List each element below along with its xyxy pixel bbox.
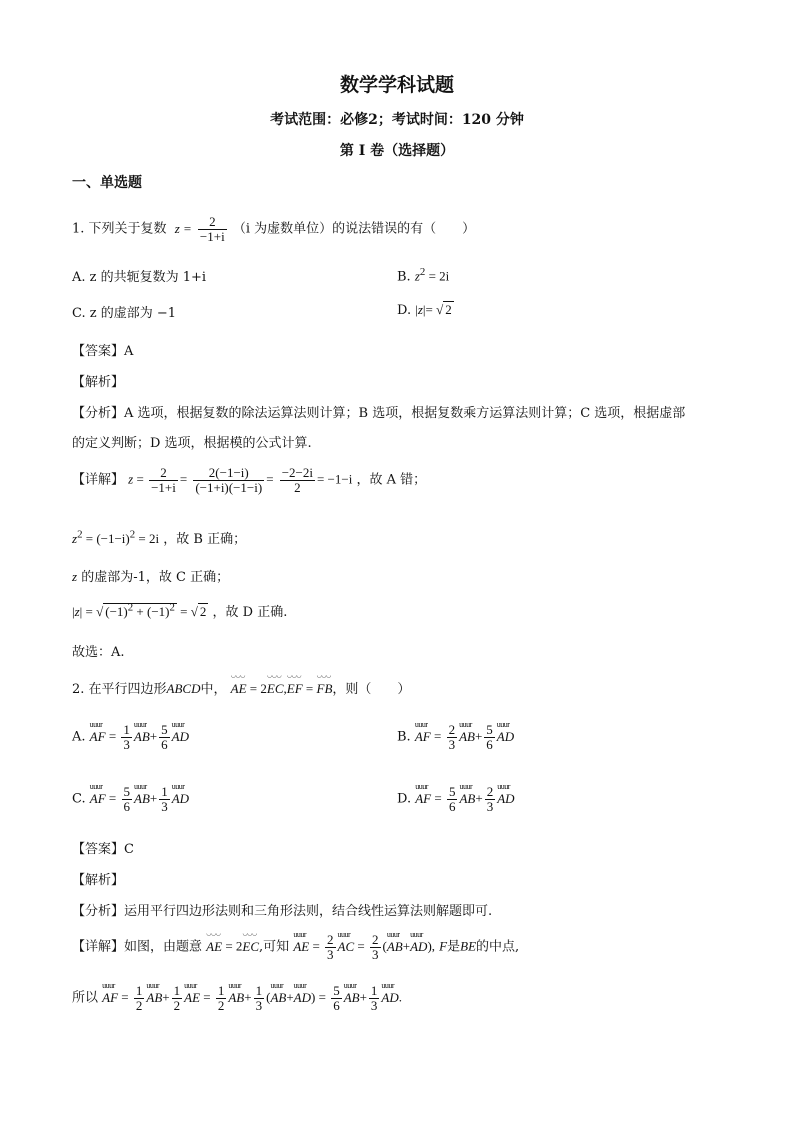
q1-choose: 故选：A. xyxy=(72,645,125,660)
q1-detail-line3: z 的虚部为-1，故 C 正确； xyxy=(72,569,230,585)
q2-analysis-heading: 【解析】 xyxy=(72,873,125,888)
q1-option-c: C. z 的虚部为 −1 xyxy=(72,306,177,321)
q2-stem: 2. 在平行四边形ABCD中， ◡◡◡ AE = 2◡◡◡ EC,◡◡◡ EF = ◡◡◡ FB，则（ ） xyxy=(72,678,410,697)
q2-option-b: B. uuur AF = $\frac{2}{3}$ uuur AB+ $\frac{5}{6}$ uuur AD xyxy=(397,723,514,751)
q2-detail-line2: 所以 uuur AF = $\frac{1}{2}$ uuur AB+ $\frac{1}{2}$ uuur AE = $\frac{1}{2}$ uuur AB+ $\frac{1}{3}$ (uuur AB+uuur AD) = $\frac{5}{6}$ uuur AB+ $\frac{1}{3}$ uuur AD. xyxy=(72,984,402,1012)
q1-answer: 【答案】A xyxy=(72,344,134,359)
q2-option-a: A. uuur AF = $\frac{1}{3}$ uuur AB+ $\frac{5}{6}$ uuur AD xyxy=(72,723,189,751)
q1-formula: z = xyxy=(174,220,192,236)
q1-fraction: $\frac{2}{-1+i}$ xyxy=(199,214,225,244)
q1-option-a: A. z 的共轭复数为 1+i xyxy=(72,270,207,285)
q1-analysis-line2: 的定义判断；D 选项，根据模的公式计算. xyxy=(72,436,312,451)
q1-detail-line4: |z| = √ $(-1)^2 + (-1)^2$ = √ 2 ，故 D 正确. xyxy=(72,601,288,620)
section-heading: 一、单选题 xyxy=(72,175,142,191)
q2-analysis: 【分析】运用平行四边形法则和三角形法则，结合线性运算法则解题即可. xyxy=(72,904,493,919)
q1-analysis-heading: 【解析】 xyxy=(72,375,125,390)
q2-option-d: D. uuur AF = $\frac{5}{6}$ uuur AB+ $\frac{2}{3}$ uuur AD xyxy=(397,785,515,813)
q2-option-c: C. uuur AF = $\frac{5}{6}$ uuur AB+ $\frac{1}{3}$ uuur AD xyxy=(72,785,189,813)
page-title: 数学学科试题 xyxy=(339,74,454,96)
q1-stem xyxy=(72,215,475,243)
volume-heading: 第 I 卷（选择题） xyxy=(339,143,455,159)
q1-suffix: （i 为虚数单位）的说法错误的有（ ） xyxy=(232,221,476,237)
q1-detail-line1: 【详解】 z = $\frac{2}{-1+i}$ = $\frac{2(-1-i)}{(-1+i)(-1-i)}$ = $\frac{-2-2i}{2}$ = −1−i ，故 A 错； xyxy=(72,465,427,495)
q1-option-d: D. |z|= √ 2 xyxy=(397,302,452,318)
q1-prefix: 1. 下列关于复数 xyxy=(72,221,167,237)
q2-answer: 【答案】C xyxy=(72,842,134,857)
q1-analysis-line1: 【分析】A 选项，根据复数的除法运算法则计算；B 选项，根据复数乘方运算法则计算；C 选项，根据虚部 xyxy=(72,406,686,421)
q1-detail-line2: $z^2 = (-1-i)^2 = 2i$ ，故 B 正确； xyxy=(72,528,247,547)
q1-option-b: B. $z^2 = 2i$ xyxy=(397,266,450,285)
q2-detail-line1: 【详解】如图，由题意 ◡◡◡ AE = 2◡◡◡ EC,可知 uuur AE = $\frac{2}{3}$ uuur AC = $\frac{2}{3}$ (uuur AB+uuur AD), F是BE的中点, xyxy=(72,933,519,961)
exam-info: 考试范围：必修2；考试时间：120 分钟 xyxy=(270,112,524,128)
